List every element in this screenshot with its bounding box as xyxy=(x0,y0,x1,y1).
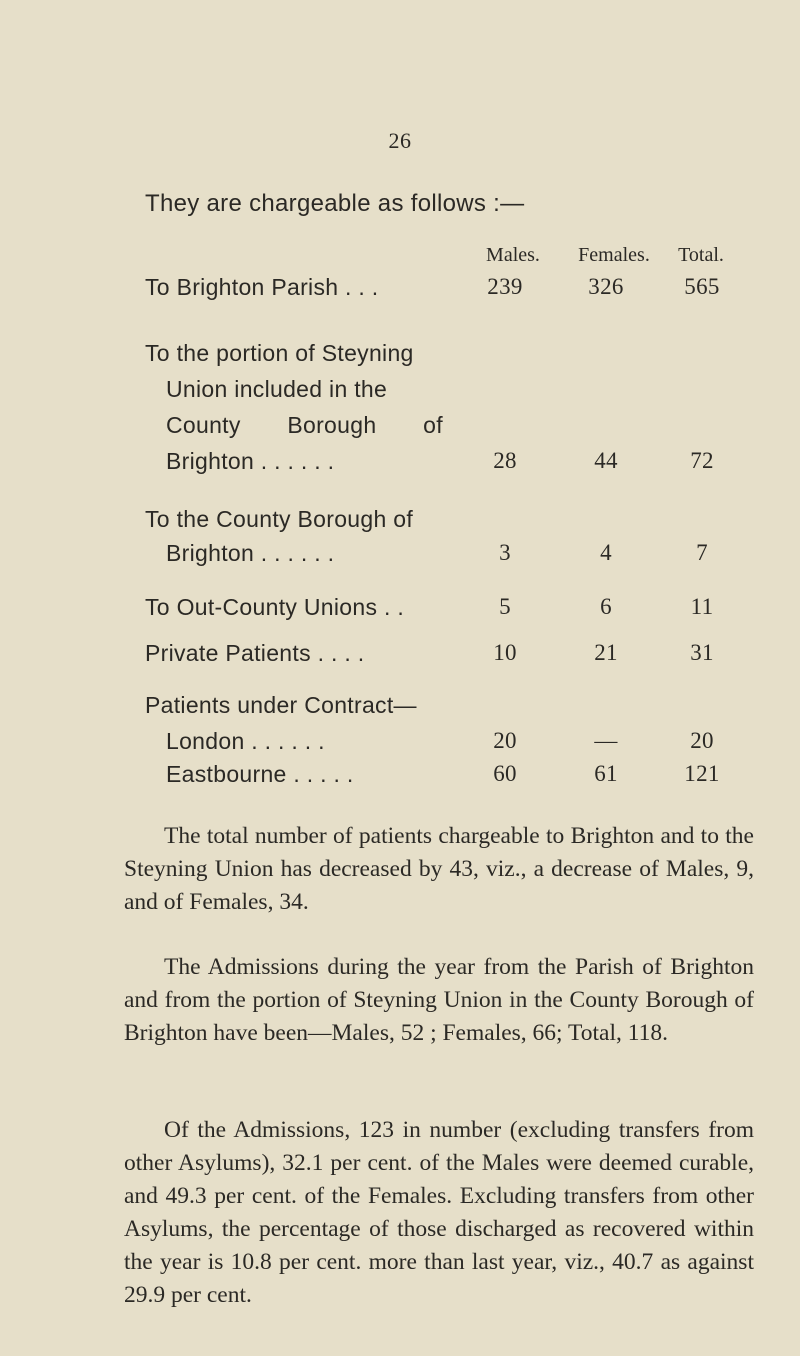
header-total: Total. xyxy=(678,244,724,266)
table-row-out-county xyxy=(0,594,800,630)
females-value: 61 xyxy=(594,761,618,786)
total-value: 11 xyxy=(690,594,714,619)
females-value: 4 xyxy=(600,540,612,565)
table-row-london xyxy=(0,728,800,764)
paragraph-admissions: The Admissions during the year from the Parish of Brighton and from the portion of Steyning Union in the County Borough of Brighton have been—Males, 52 ; Females, 66; Total, 118. xyxy=(124,954,754,1046)
steyning-line-3: County Borough of xyxy=(166,412,443,438)
steyning-line-1: To the portion of Steyning xyxy=(145,340,414,366)
paragraph-curable: Of the Admissions, 123 in number (excluding transfers from other Asylums), 32.1 per cent. of the Males were deemed curable, and 49.3 per cent. of the Females. Excluding transfers from other Asylums, the percentage of those discharged as recovered within the year is 10.8 per cent. more than last year, viz., 40.7 as against 29.9 per cent. xyxy=(124,1117,754,1308)
steyning-line-2: Union included in the xyxy=(166,376,388,402)
row-label: Private Patients . . . . xyxy=(145,640,365,666)
females-value: 326 xyxy=(588,274,624,299)
table-row-brighton-parish xyxy=(0,274,800,310)
males-value: 5 xyxy=(499,594,511,619)
row-label: To Brighton Parish . . . xyxy=(145,274,379,300)
females-value: 44 xyxy=(594,448,618,473)
males-value: 28 xyxy=(493,448,517,473)
total-value: 121 xyxy=(684,761,720,786)
row-label: Brighton . . . . . . xyxy=(166,448,335,474)
county-borough-line-1: To the County Borough of xyxy=(145,506,414,532)
header-males: Males. xyxy=(486,244,540,266)
females-value: 21 xyxy=(594,640,618,665)
row-label: London . . . . . . xyxy=(166,728,325,754)
paragraph-total-decrease: The total number of patients chargeable to Brighton and to the Steyning Union has decreased by 43, viz., a decrease of Males, 9, and of Females, 34. xyxy=(124,823,754,915)
total-value: 20 xyxy=(690,728,714,753)
total-value: 31 xyxy=(690,640,714,665)
table-row-county-borough xyxy=(0,540,800,576)
total-value: 72 xyxy=(690,448,714,473)
males-value: 20 xyxy=(493,728,517,753)
row-label: Eastbourne . . . . . xyxy=(166,761,354,787)
females-value: 6 xyxy=(600,594,612,619)
row-label: To Out-County Unions . . xyxy=(145,594,405,620)
contract-heading: Patients under Contract— xyxy=(145,692,417,718)
row-label: Brighton . . . . . . xyxy=(166,540,335,566)
males-value: 239 xyxy=(487,274,523,299)
table-row-steyning xyxy=(0,448,800,484)
males-value: 3 xyxy=(499,540,511,565)
intro-text: They are chargeable as follows :— xyxy=(145,190,525,217)
males-value: 60 xyxy=(493,761,517,786)
total-value: 565 xyxy=(684,274,720,299)
table-row-private xyxy=(0,640,800,676)
females-value: — xyxy=(594,728,618,753)
page-number: 26 xyxy=(388,128,412,153)
males-value: 10 xyxy=(493,640,517,665)
header-females: Females. xyxy=(578,244,650,266)
table-row-eastbourne xyxy=(0,761,800,797)
total-value: 7 xyxy=(696,540,708,565)
